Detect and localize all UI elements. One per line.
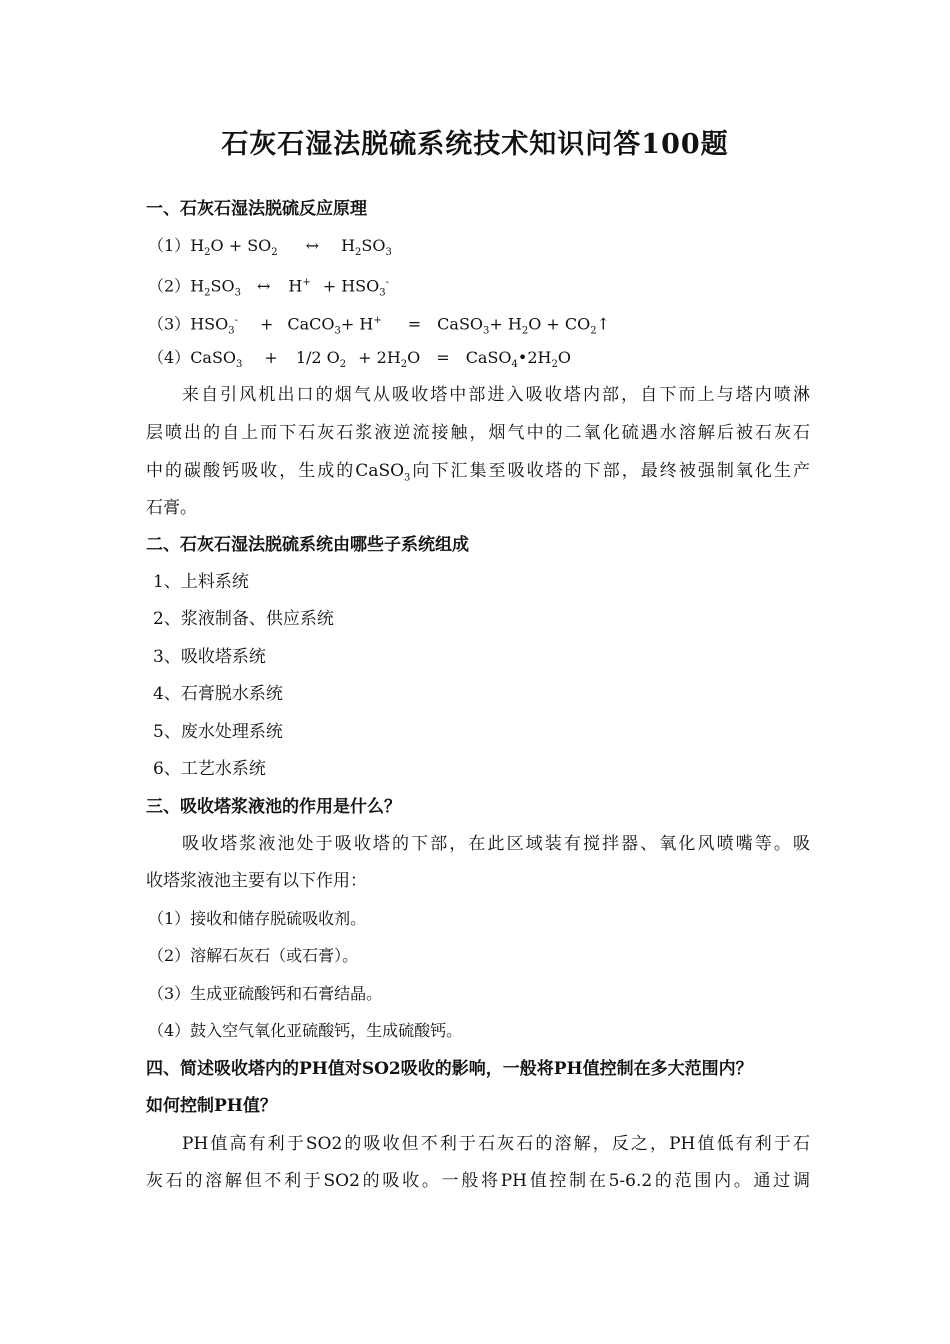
list-item: 3、吸收塔系统 [153,647,266,667]
list-item: 5、废水处理系统 [153,722,283,742]
section-2-heading: 二、石灰石湿法脱硫系统由哪些子系统组成 [146,535,469,555]
section-1-para-line-3: 中的碳酸钙吸收，生成的CaSO$_3$向下汇集至吸收塔的下部，最终被强制氧化生产 [146,461,810,484]
section-1-para-line-2: 层喷出的自上而下石灰石浆液逆流接触，烟气中的二氧化硫遇水溶解后被石灰石 [146,423,810,443]
list-item: 6、工艺水系统 [153,759,266,779]
section-3-para-line-2: 收塔浆液池主要有以下作用： [146,871,367,891]
equation-4: （4）CaSO$_3$ + 1/2 $O_2 + 2H_2O$ = $CaSO_4•2H_2O$ [148,348,571,371]
section-4-para-line-2: 灰石的溶解但不利于SO2的吸收。一般将PH值控制在5-6.2的范围内。通过调 [146,1171,810,1191]
list-item: 2、浆液制备、供应系统 [153,609,334,629]
section-4-heading-line-1: 四、简述吸收塔内的PH值对SO2吸收的影响，一般将PH值控制在多大范围内？ [146,1059,753,1079]
section-3-heading: 三、吸收塔浆液池的作用是什么？ [146,797,401,817]
section-3-para-line-1: 吸收塔浆液池处于吸收塔的下部，在此区域装有搅拌器、氧化风喷嘴等。吸 [182,834,810,854]
section-1-para-line-4: 石膏。 [146,498,197,518]
document-title: 石灰石湿法脱硫系统技术知识问答100题 [221,129,729,160]
list-item: （3）生成亚硫酸钙和石膏结晶。 [148,984,383,1003]
equation-2: $(2)H_2SO_3$ ↔ $H^+ + HSO_3^-$ [148,276,390,299]
list-item: 4、石膏脱水系统 [153,684,283,704]
equation-1: $(1)H_2O + SO_2$ ↔ $H_2SO_3$ [148,236,392,259]
section-4-para-line-1: PH值高有利于SO2的吸收但不利于石灰石的溶解，反之，PH值低有利于石 [182,1134,810,1154]
list-item: （2）溶解石灰石（或石膏）。 [148,946,359,965]
list-item: （4）鼓入空气氧化亚硫酸钙，生成硫酸钙。 [148,1021,463,1040]
list-item: （1）接收和储存脱硫吸收剂。 [148,909,367,928]
section-1-para-line-1: 来自引风机出口的烟气从吸收塔中部进入吸收塔内部，自下而上与塔内喷淋 [182,385,810,405]
equation-3: $(3)HSO_3^-$ + CaCO$_3$+ H+ = CaSO$_3$+ $H_2O$ + $CO_2↑$ [148,314,611,337]
section-4-heading-line-2: 如何控制PH值？ [146,1096,277,1116]
list-item: 1、上料系统 [153,572,249,592]
section-1-heading: 一、石灰石湿法脱硫反应原理 [146,199,367,219]
